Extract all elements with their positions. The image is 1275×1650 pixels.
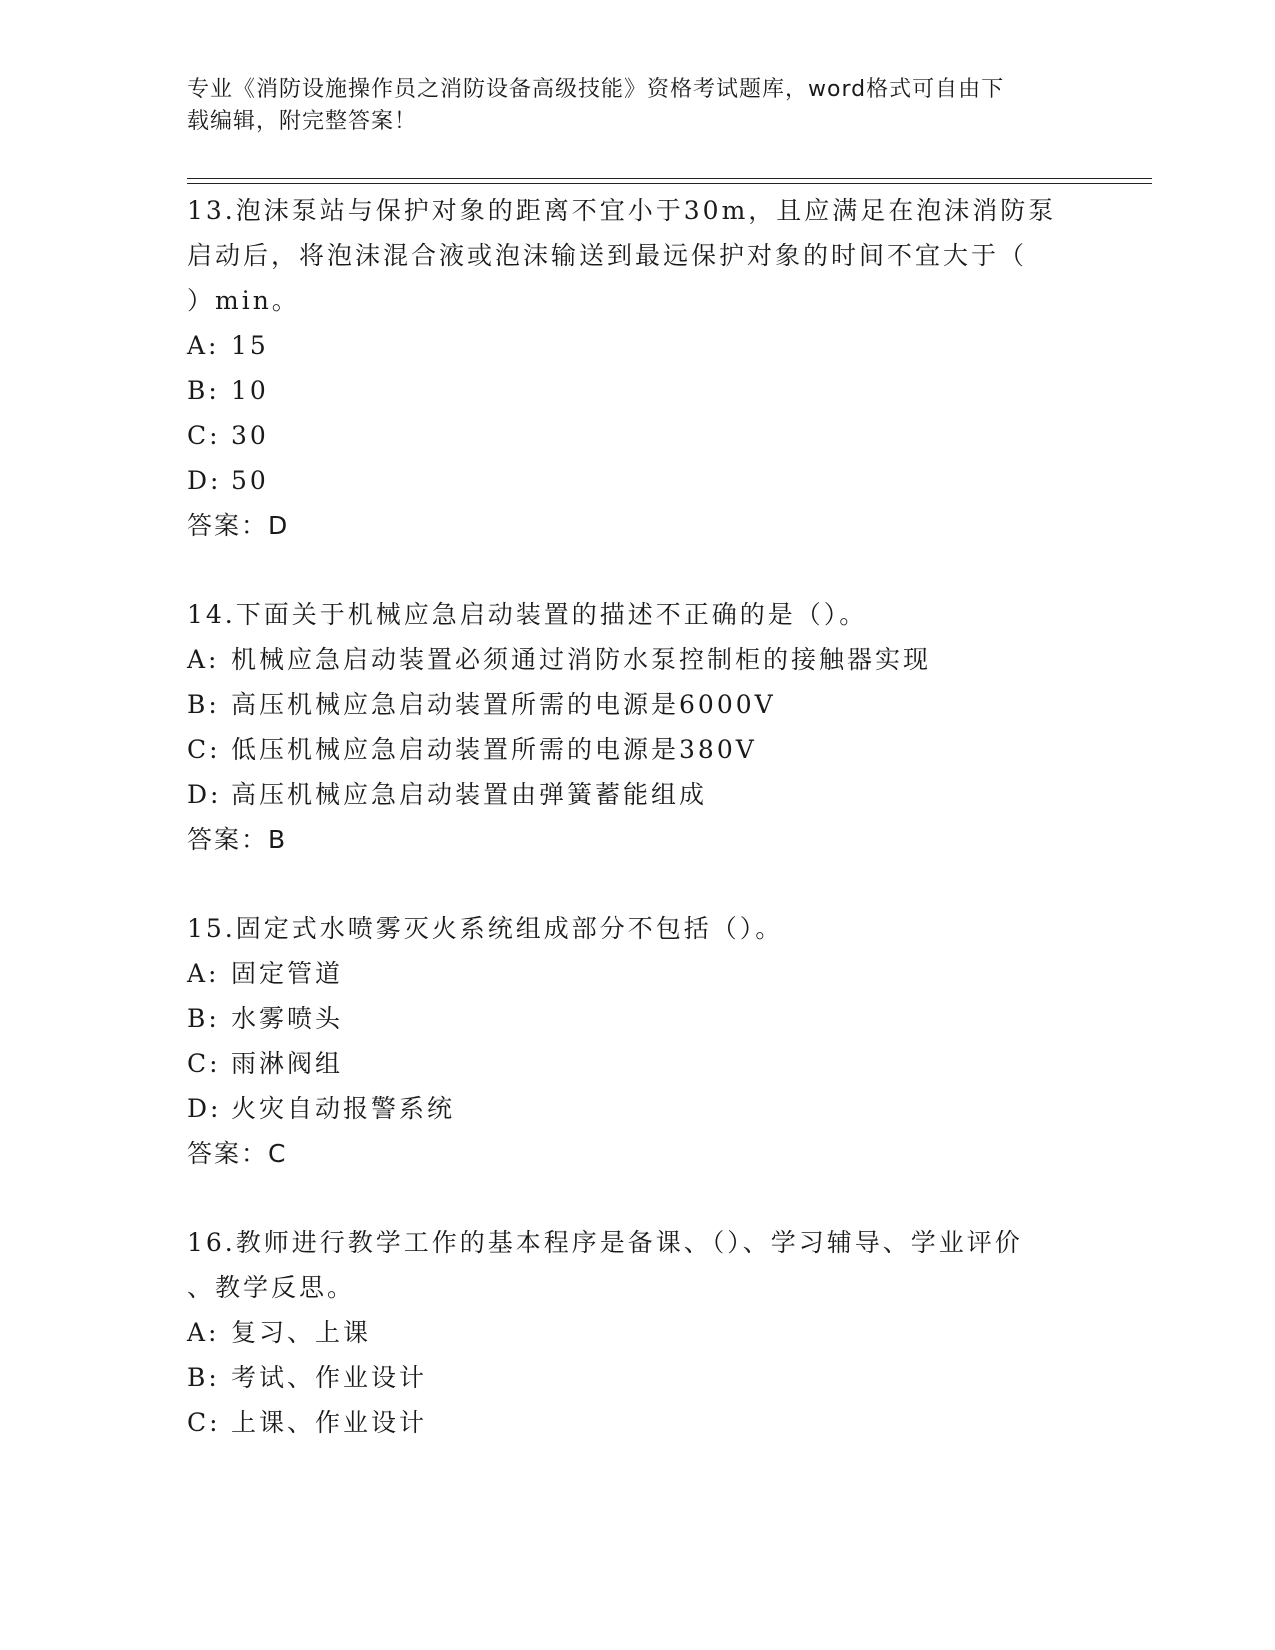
option-text: 考试、作业设计 <box>231 1363 428 1392</box>
answer-option <box>187 323 1087 368</box>
answer-option <box>187 637 1087 682</box>
header-divider-bottom <box>187 183 1152 184</box>
question-block <box>187 592 1087 862</box>
answer-option <box>187 1310 1087 1355</box>
answer-key: 答案：C <box>187 1139 288 1168</box>
option-letter: D: <box>187 466 222 495</box>
question-stem-line: 启动后，将泡沫混合液或泡沫输送到最远保护对象的时间不宜大于（ <box>187 241 1028 270</box>
option-text: 高压机械应急启动装置由弹簧蓄能组成 <box>231 780 708 809</box>
option-letter: A: <box>187 1318 220 1347</box>
option-text: 水雾喷头 <box>231 1004 344 1033</box>
option-text: 15 <box>231 331 269 360</box>
question-stem-line: ）min。 <box>187 286 300 315</box>
header-line-2: 载编辑，附完整答案！ <box>187 109 418 134</box>
question-stem-line: 13.泡沫泵站与保护对象的距离不宜小于30m，且应满足在泡沫消防泵 <box>187 196 1057 225</box>
option-letter: A: <box>187 959 220 988</box>
answer-option <box>187 682 1087 727</box>
option-letter: D: <box>187 780 222 809</box>
answer-option <box>187 1355 1087 1400</box>
option-text: 雨淋阀组 <box>231 1049 344 1078</box>
question-list <box>187 188 1087 1489</box>
answer-option <box>187 772 1087 817</box>
option-text: 机械应急启动装置必须通过消防水泵控制柜的接触器实现 <box>231 645 932 674</box>
answer-option <box>187 413 1087 458</box>
option-text: 复习、上课 <box>231 1318 372 1347</box>
answer-key: 答案：B <box>187 825 288 854</box>
option-letter: C: <box>187 735 221 764</box>
question-stem-line: 、教学反思。 <box>187 1273 356 1302</box>
question-stem-line: 14.下面关于机械应急启动装置的描述不正确的是（）。 <box>187 600 868 629</box>
document-header <box>187 74 1067 138</box>
option-text: 固定管道 <box>231 959 344 988</box>
option-text: 低压机械应急启动装置所需的电源是380V <box>231 735 757 764</box>
answer-option <box>187 368 1087 413</box>
header-line-1: 专业《消防设施操作员之消防设备高级技能》资格考试题库，word格式可自由下 <box>187 77 1005 102</box>
option-letter: B: <box>187 690 220 719</box>
option-letter: B: <box>187 1363 220 1392</box>
answer-option <box>187 996 1087 1041</box>
option-text: 高压机械应急启动装置所需的电源是6000V <box>231 690 776 719</box>
option-text: 30 <box>231 421 269 450</box>
option-text: 上课、作业设计 <box>231 1408 428 1437</box>
option-letter: C: <box>187 1408 221 1437</box>
option-text: 火灾自动报警系统 <box>231 1094 456 1123</box>
option-letter: C: <box>187 421 221 450</box>
option-letter: C: <box>187 1049 221 1078</box>
option-letter: A: <box>187 645 220 674</box>
answer-option <box>187 1400 1087 1445</box>
question-block <box>187 1220 1087 1445</box>
answer-option <box>187 727 1087 772</box>
answer-key: 答案：D <box>187 511 290 540</box>
option-letter: B: <box>187 1004 220 1033</box>
option-text: 10 <box>231 376 269 405</box>
answer-option <box>187 1041 1087 1086</box>
question-block <box>187 188 1087 548</box>
answer-option <box>187 1086 1087 1131</box>
question-block <box>187 906 1087 1176</box>
option-letter: A: <box>187 331 220 360</box>
option-letter: D: <box>187 1094 222 1123</box>
header-divider-top <box>187 178 1152 179</box>
question-stem-line: 15.固定式水喷雾灭火系统组成部分不包括（）。 <box>187 914 784 943</box>
answer-option <box>187 458 1087 503</box>
answer-option <box>187 951 1087 996</box>
question-stem-line: 16.教师进行教学工作的基本程序是备课、（）、学习辅导、学业评价 <box>187 1228 1023 1257</box>
option-letter: B: <box>187 376 220 405</box>
option-text: 50 <box>231 466 269 495</box>
